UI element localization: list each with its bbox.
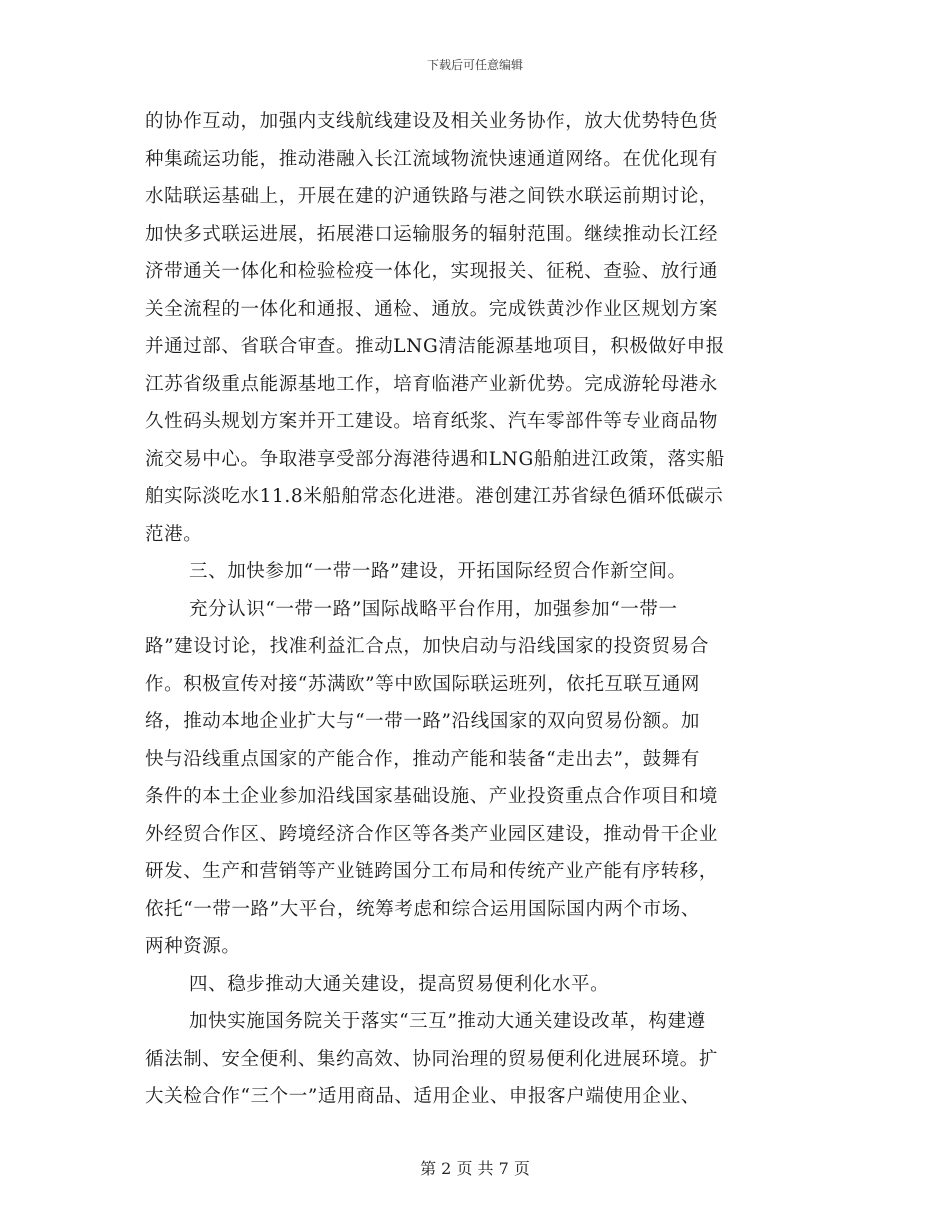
- text-line: 两种资源。: [145, 936, 241, 957]
- paragraph-first-line: 加快实施国务院关于落实“三互”推动大通关建设改革，构建遵: [189, 1011, 706, 1032]
- text-line: 关全流程的一体化和通报、通检、通放。完成铁黄沙作业区规划方案: [145, 298, 719, 320]
- text-line: 大关检合作“三个一”适用商品、适用企业、申报客户端使用企业、: [145, 1086, 700, 1107]
- text-line: 济带通关一体化和检验检疫一体化，实现报关、征税、查验、放行通: [145, 261, 719, 282]
- text-line: 条件的本土企业参加沿线国家基础设施、产业投资重点合作项目和境: [145, 786, 719, 807]
- text-line: 范港。: [145, 523, 203, 545]
- page-number-footer: 第 2 页 共 7 页: [420, 1159, 530, 1178]
- text-line: 外经贸合作区、跨境经济合作区等各类产业园区建设，推动骨干企业: [145, 823, 719, 845]
- text-line: 循法制、安全便利、集约高效、协同治理的贸易便利化进展环境。扩: [145, 1048, 719, 1070]
- text-line: 作。积极宣传对接“苏满欧”等中欧国际联运班列，依托互联互通网: [145, 673, 700, 695]
- text-line: 快与沿线重点国家的产能合作，推动产能和装备“走出去”，鼓舞有: [145, 748, 700, 770]
- text-line: 久性码头规划方案并开工建设。培育纸浆、汽车零部件等专业商品物: [145, 411, 719, 432]
- text-line: 路”建设讨论，找准利益汇合点，加快启动与沿线国家的投资贸易合: [145, 636, 709, 657]
- text-line: 依托“一带一路”大平台，统筹考虑和综合运用国际国内两个市场、: [145, 898, 700, 920]
- text-line: 加快多式联运进展，拓展港口运输服务的辐射范围。继续推动长江经: [145, 223, 719, 245]
- section-heading: 三、加快参加“一带一路”建设，开拓国际经贸合作新空间。: [189, 561, 687, 582]
- section-heading: 四、稳步推动大通关建设，提高贸易便利化水平。: [189, 973, 610, 995]
- text-line: 流交易中心。争取港享受部分海港待遇和LNG船舶进江政策，落实船: [145, 448, 725, 470]
- text-line: 络，推动本地企业扩大与“一带一路”沿线国家的双向贸易份额。加: [145, 711, 700, 732]
- text-line: 舶实际淡吃水11.8米船舶常态化进港。港创建江苏省绿色循环低碳示: [145, 486, 724, 507]
- text-line: 种集疏运功能，推动港融入长江流域物流快速通道网络。在优化现有: [145, 148, 719, 170]
- text-line: 水陆联运基础上，开展在建的沪通铁路与港之间铁水联运前期讨论，: [145, 186, 719, 207]
- paragraph-first-line: 充分认识“一带一路”国际战略平台作用，加强参加“一带一: [189, 598, 678, 620]
- text-line: 江苏省级重点能源基地工作，培育临港产业新优势。完成游轮母港永: [145, 373, 719, 395]
- text-line: 并通过部、省联合审查。推动LNG清洁能源基地项目，积极做好申报: [145, 336, 725, 357]
- page-header: 下载后可任意编辑: [426, 58, 523, 72]
- text-line: 研发、生产和营销等产业链跨国分工布局和传统产业产能有序转移，: [145, 861, 719, 882]
- document-body: [145, 103, 805, 1116]
- text-line: 的协作互动，加强内支线航线建设及相关业务协作，放大优势特色货: [145, 111, 719, 132]
